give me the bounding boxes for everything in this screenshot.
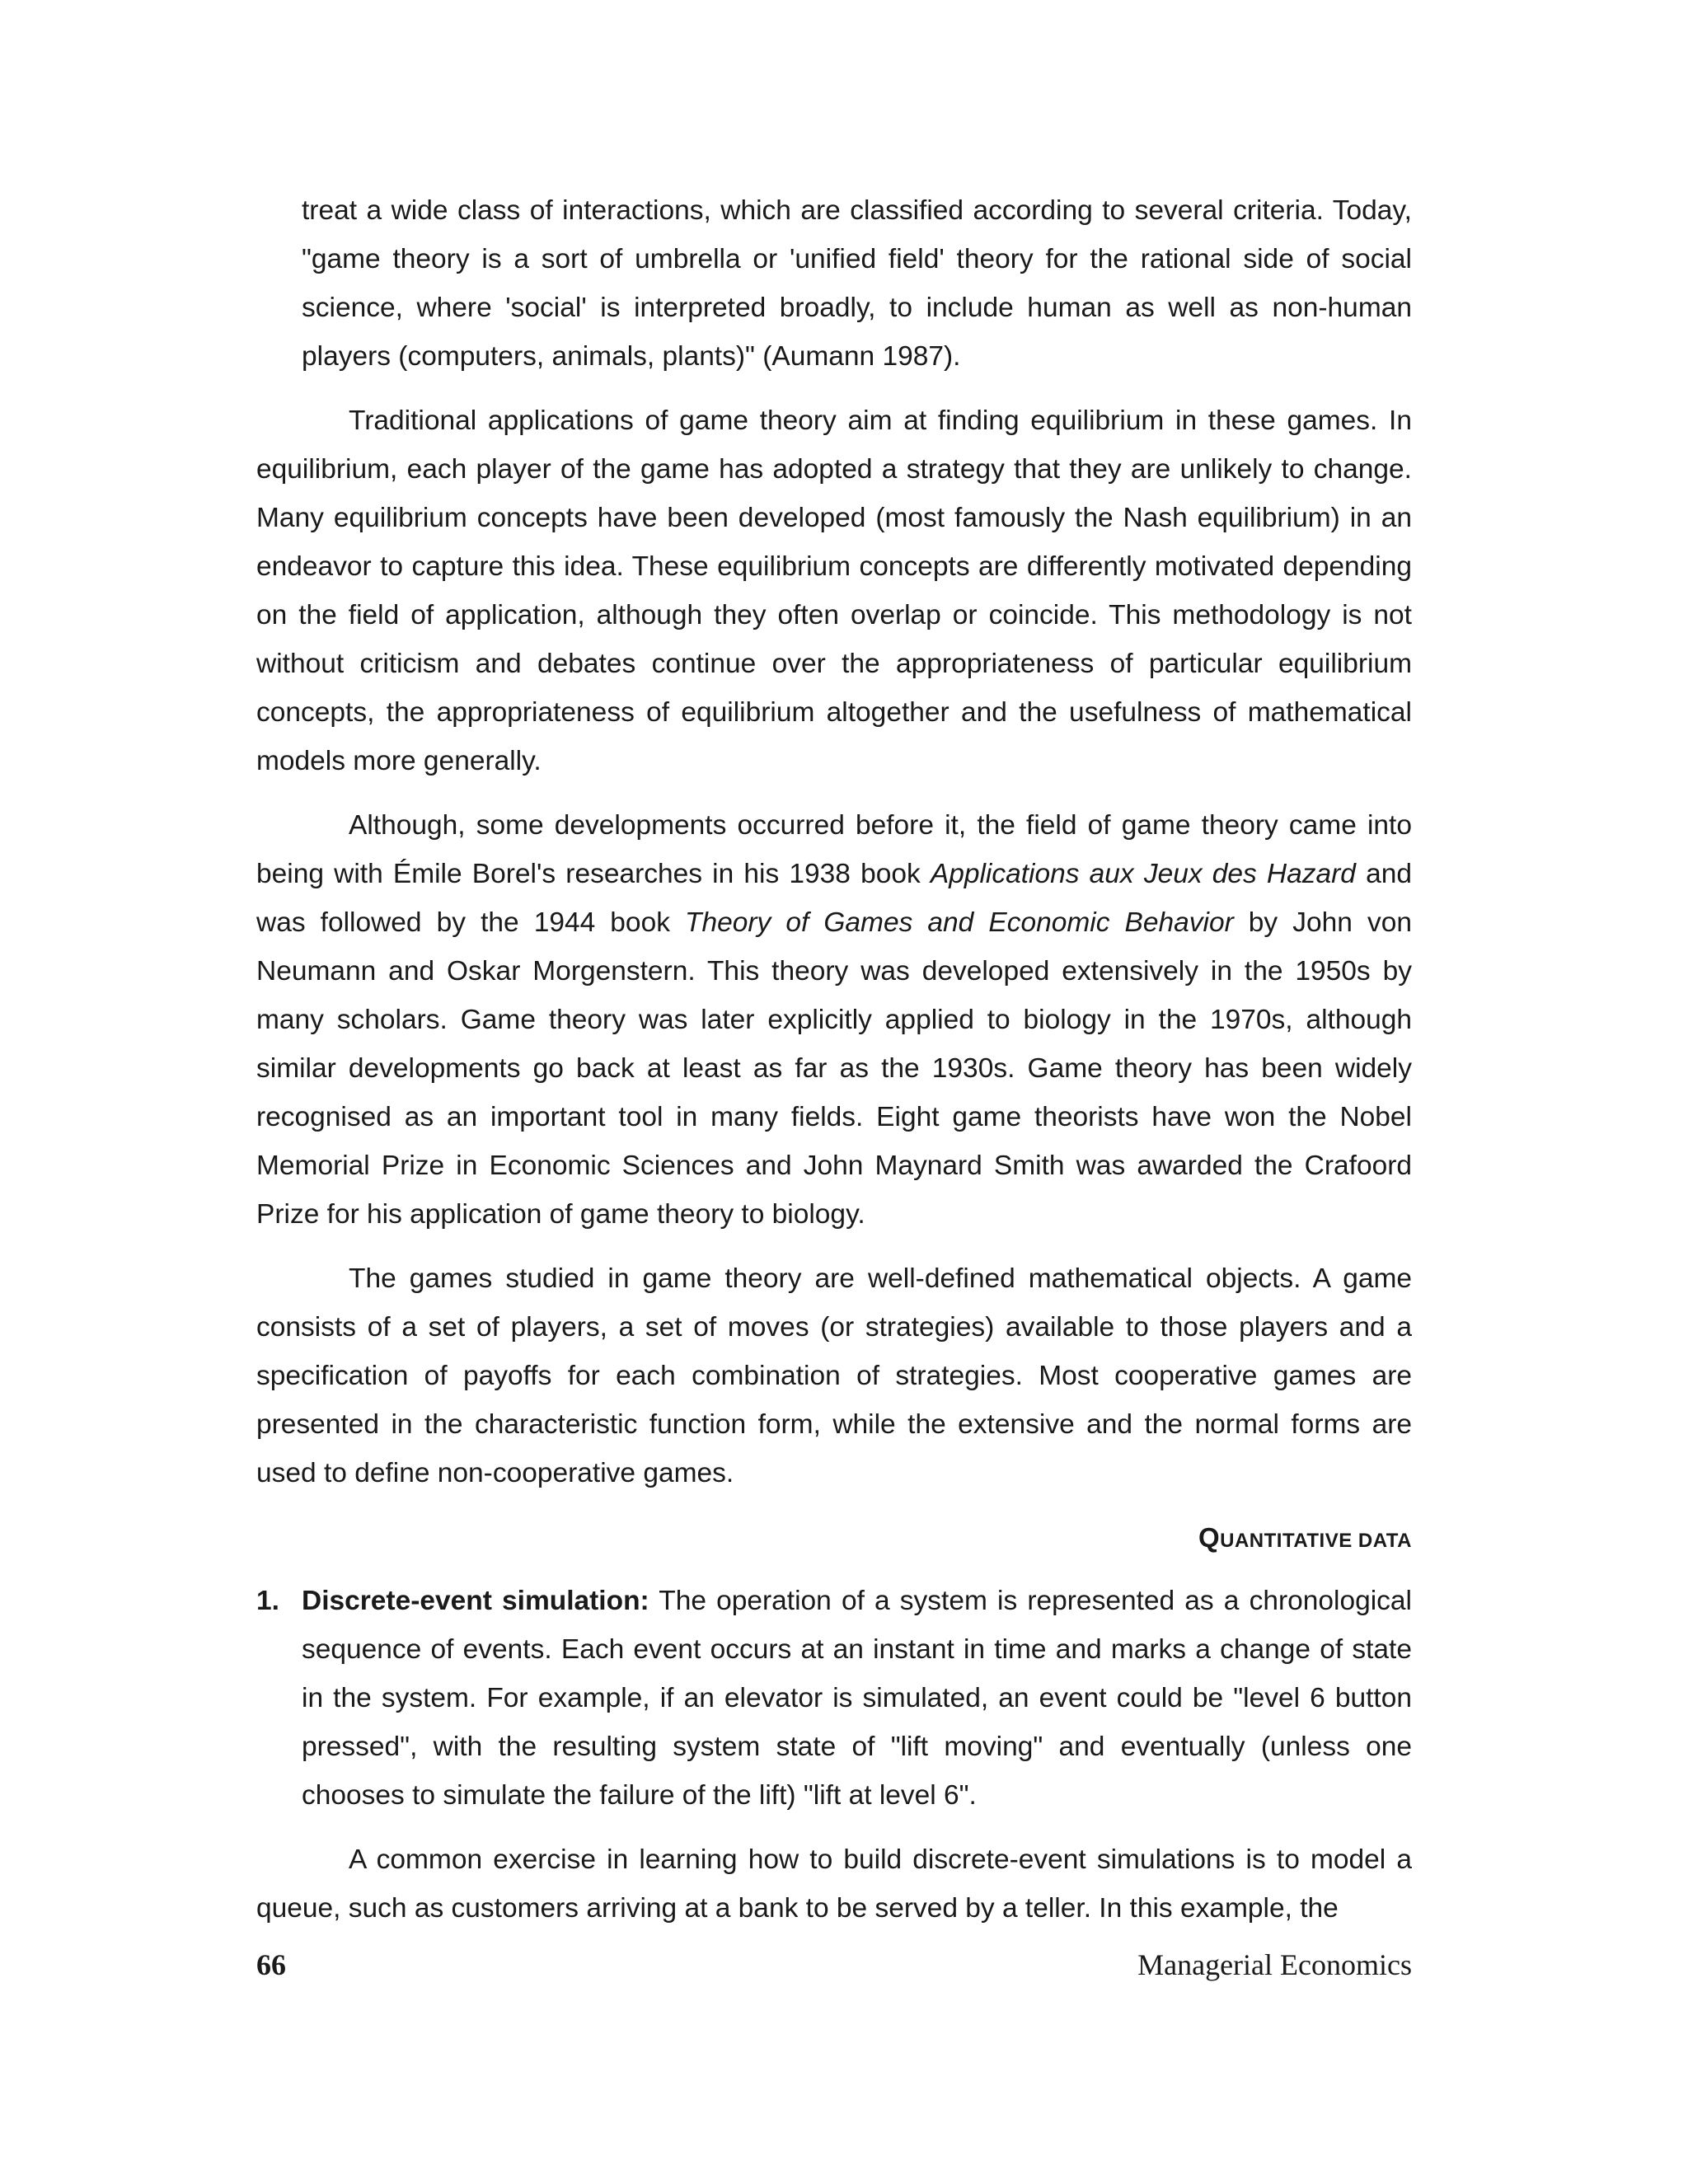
page-number: 66 [256, 1948, 286, 1981]
book-title-theory-of-games: Theory of Games and Economic Behavior [685, 907, 1234, 938]
list-item-discrete-event-simulation [256, 1577, 1412, 1820]
equilibrium-paragraph: Traditional applications of game theory aim at finding equilibrium in these games. In equilibrium, each player of the game has adopted a strategy that they are unlikely to change. Many equilibrium concepts have been developed (most famously the Nash equilibrium) in an endeavor to capture this idea. These equilibrium concepts are differently motivated depending on the field of application, although they often overlap or coincide. This methodology is not without criticism and debates continue over the appropriateness of particular equilibrium concepts, the appropriateness of equilibrium altogether and the usefulness of mathematical models more generally. [256, 405, 1412, 776]
page-body [256, 186, 1412, 1948]
section-heading-quantitative-data [256, 1513, 1412, 1565]
book-title-applications: Applications aux Jeux des Hazard [930, 859, 1356, 889]
heading-first-letter: Q [1198, 1522, 1221, 1553]
list-item-label: Discrete-event simulation: [302, 1586, 649, 1616]
list-item-number: 1. [256, 1586, 279, 1616]
history-paragraph [256, 801, 1412, 1239]
intro-continuation-paragraph: treat a wide class of interactions, which are classified according to several criteria. Today, "game theory is a sort of umbrella or 'unified field' theory for the rational side of social science, where 'social' is interpreted broadly, to include human as well as non-human players (computers, animals, plants)" (Aumann 1987). [302, 195, 1412, 372]
page-footer [256, 1947, 1412, 1983]
games-definition-paragraph: The games studied in game theory are well-defined mathematical objects. A game consists of a set of players, a set of moves (or strategies) available to those players and a specification of payoffs for each combination of strategies. Most cooperative games are presented in the characteristic function form, while the extensive and the normal forms are used to define non-cooperative games. [256, 1263, 1412, 1488]
book-title: Managerial Economics [1137, 1948, 1412, 1981]
history-text-part1: Although, some developments occurred before it, the field of game theory came into being with Émile Borel's researches in his 1938 book [256, 810, 1412, 889]
list-item-text: The operation of a system is represented as a chronological sequence of events. Each event occurs at an instant in time and marks a change of state in the system. For example, if an elevator is simulated, an event could be "level 6 button pressed", with the resulting system state of "lift moving" and eventually (unless one chooses to simulate the failure of the lift) "lift at level 6". [302, 1586, 1412, 1811]
heading-rest: UANTITATIVE DATA [1220, 1530, 1412, 1552]
queue-paragraph: A common exercise in learning how to build discrete-event simulations is to model a queue, such as customers arriving at a bank to be served by a teller. In this example, the [256, 1844, 1412, 1924]
history-text-part2: and was followed by the 1944 book [256, 859, 1412, 938]
history-text-part3: by John von Neumann and Oskar Morgenstern. This theory was developed extensively in the 1950s by many scholars. Game theory was later explicitly applied to biology in the 1970s, although similar developments go back at least as far as the 1930s. Game theory has been widely recognised as an important tool in many fields. Eight game theorists have won the Nobel Memorial Prize in Economic Sciences and John Maynard Smith was awarded the Crafoord Prize for his application of game theory to biology. [256, 907, 1412, 1230]
